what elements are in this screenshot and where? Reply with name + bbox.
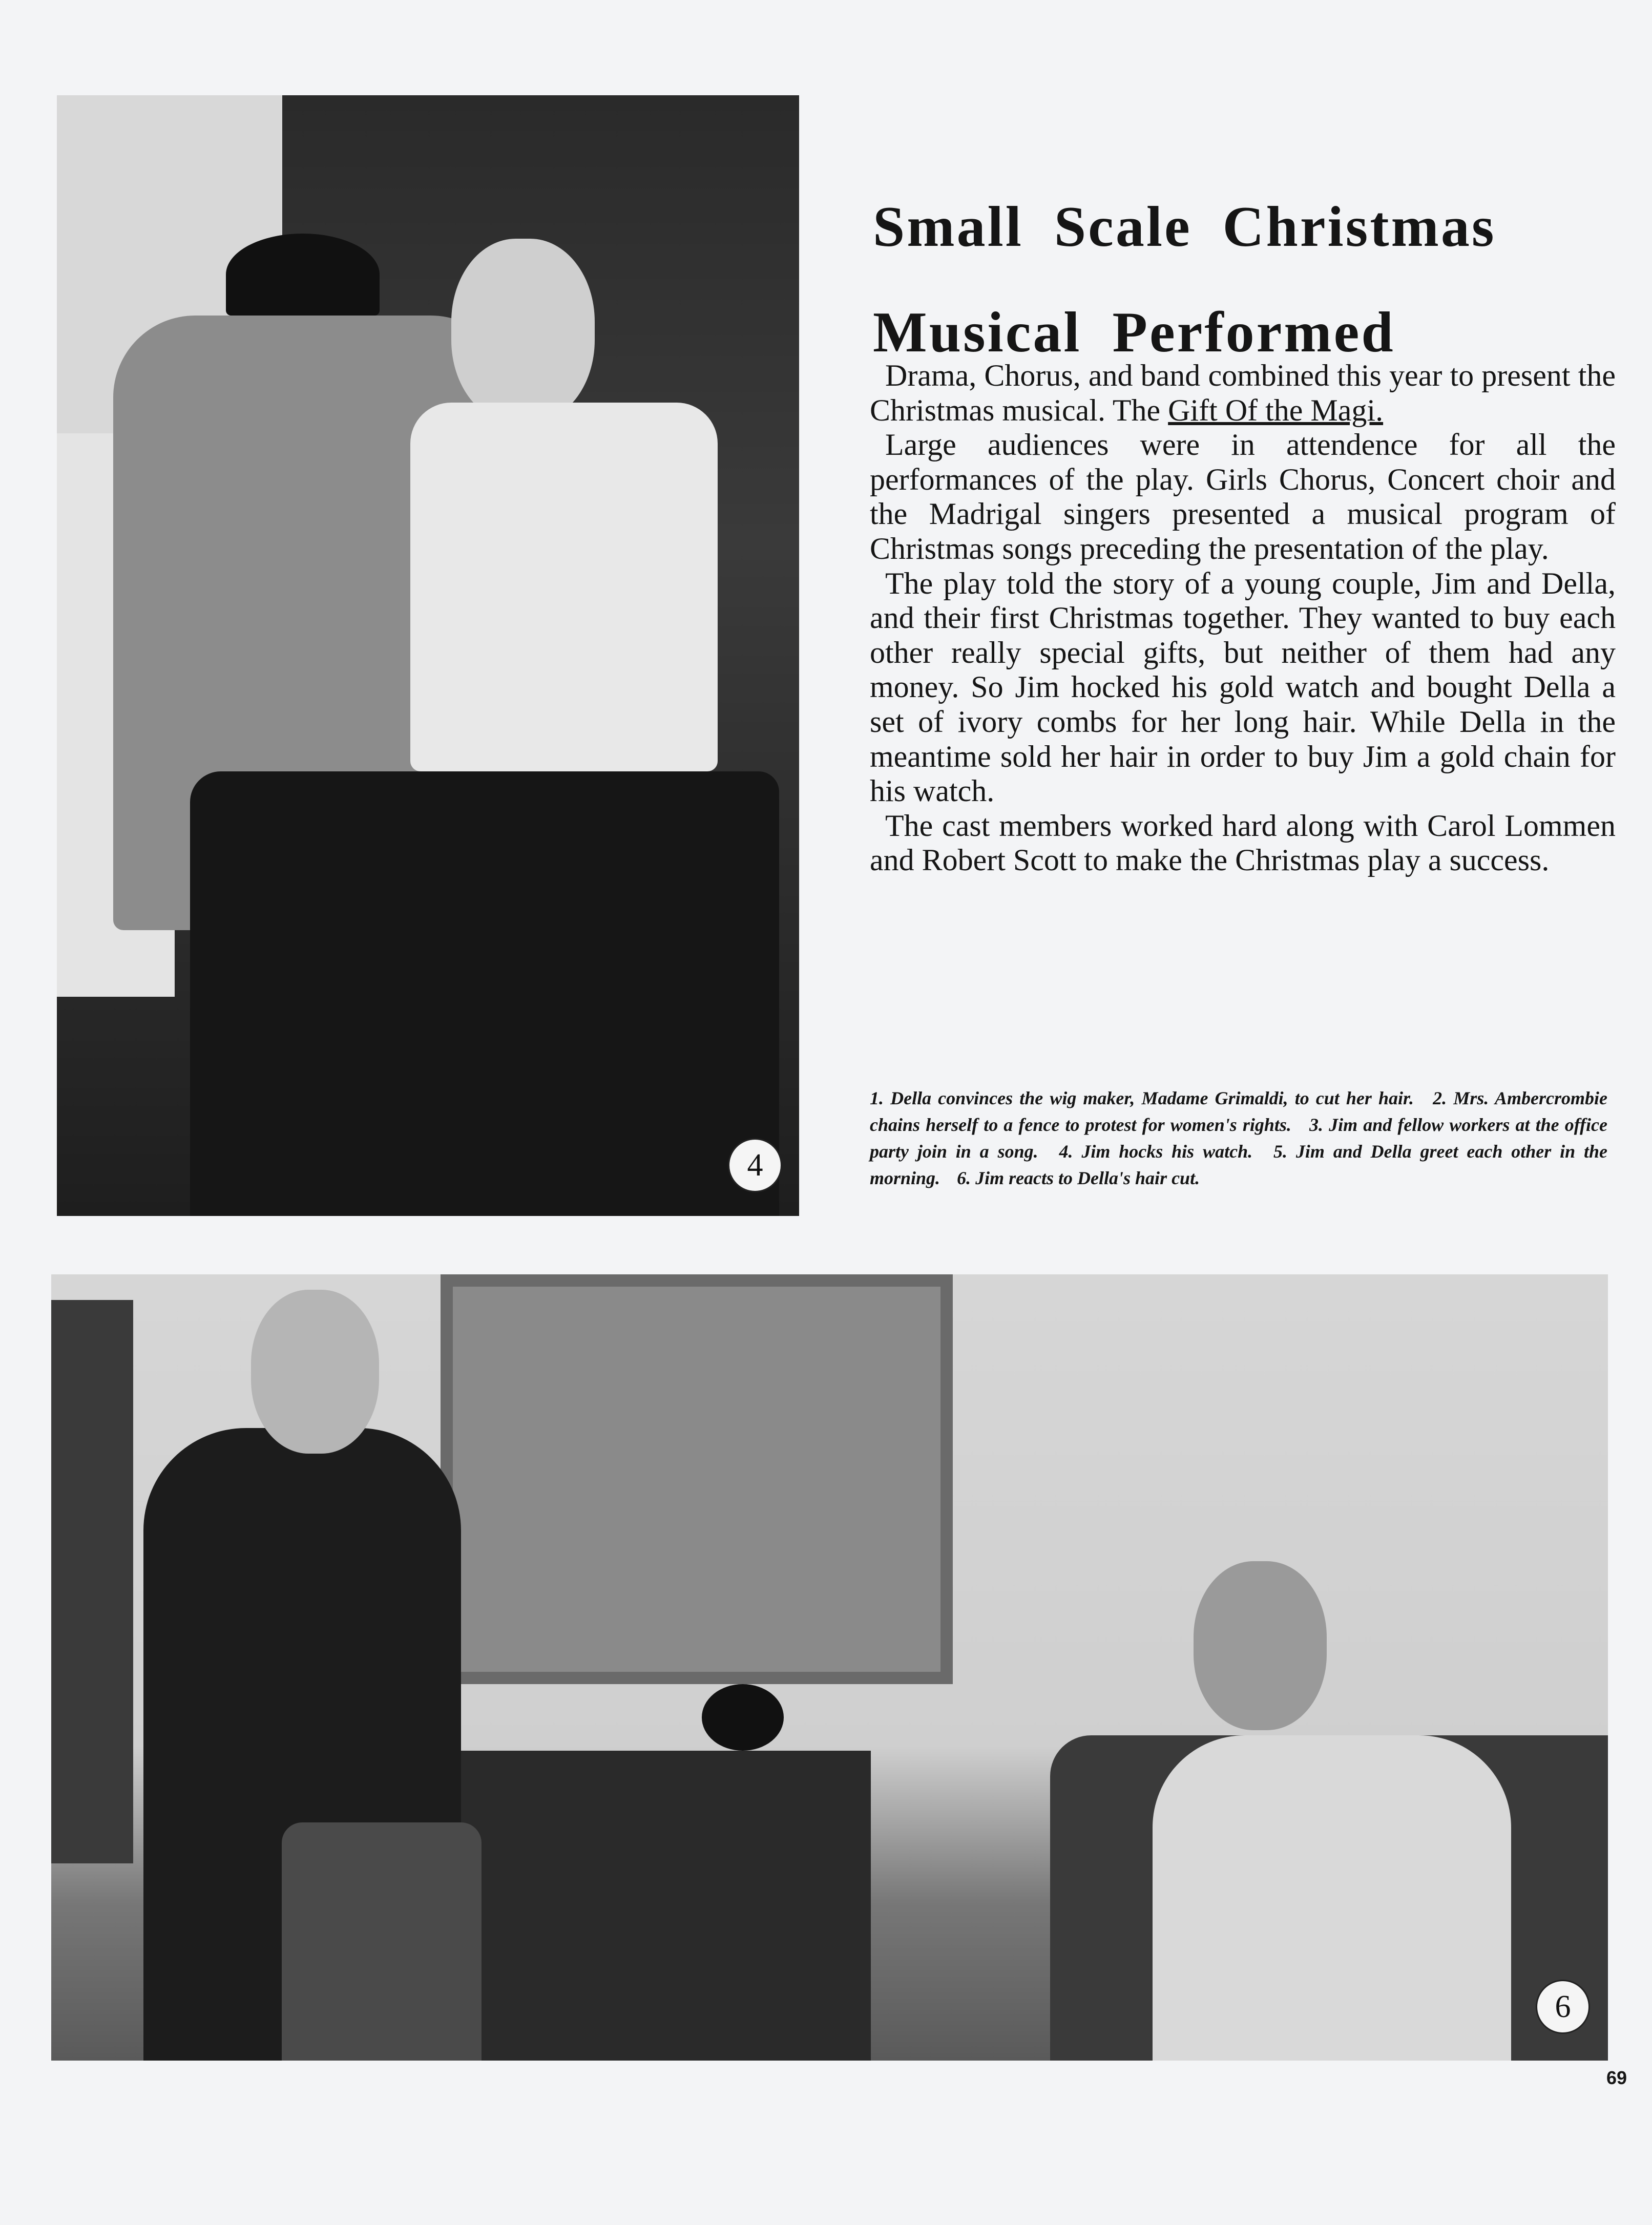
paragraph: The cast members worked hard along with Carol Lommen and Robert Scott to make the Christmas play a success. <box>870 808 1616 877</box>
caption: 5. Jim and Della greet each other in the morning. <box>870 1141 1608 1188</box>
wall-cabinet <box>441 1274 953 1684</box>
actor-della-head <box>1194 1561 1327 1730</box>
caption: 1. Della convinces the wig maker, Madame Grimaldi, to cut her hair. <box>870 1088 1414 1108</box>
photo-captions <box>870 1085 1607 1191</box>
page-number: 69 <box>1606 2067 1627 2088</box>
chair <box>282 1822 482 2061</box>
sideboard <box>451 1751 871 2061</box>
article-title <box>873 174 1621 385</box>
actor-wigmaker-head <box>451 239 595 423</box>
caption: 6. Jim reacts to Della's hair cut. <box>957 1168 1200 1188</box>
table-cloth <box>190 771 779 1216</box>
paragraph-text: Drama, Chorus, and band combined this year to present the Christmas musical. The <box>870 359 1616 427</box>
article-body <box>870 359 1616 878</box>
actor-jim-head <box>251 1290 379 1454</box>
photo-jim-reacts-to-haircut <box>51 1274 1608 2061</box>
play-title: Gift Of the Magi. <box>1168 393 1384 427</box>
photo-number-badge: 6 <box>1536 1980 1590 2034</box>
actor-jim-hat <box>226 234 380 316</box>
paragraph <box>870 359 1616 428</box>
teapot <box>702 1684 784 1751</box>
title-line-2: Musical Performed <box>873 301 1395 364</box>
paragraph: Large audiences were in attendence for all the performances of the play. Girls Chorus, Concert choir and the Madrigal singers presented a musical program of Christmas songs preceding the presentation of the play. <box>870 428 1616 565</box>
photo-jim-hocks-watch <box>57 95 799 1216</box>
paragraph: The play told the story of a young couple, Jim and Della, and their first Christmas together. They wanted to buy each other really special gifts, but neither of them had any money. So Jim hocked his gold watch and bought Della a set of ivory combs for her long hair. While Della in the meantime sold her hair in order to buy Jim a gold chain for his watch. <box>870 566 1616 808</box>
door <box>51 1300 133 1863</box>
actor-wigmaker-shirt <box>410 403 718 771</box>
caption: 3. Jim and fellow workers at the office party join in a song. <box>870 1115 1608 1162</box>
caption: 2. Mrs. Ambercrombie chains herself to a fence to protest for women's rights. <box>870 1088 1607 1135</box>
caption: 4. Jim hocks his watch. <box>1059 1141 1253 1162</box>
actor-della <box>1153 1735 1511 2061</box>
photo-number-badge: 4 <box>728 1138 782 1192</box>
title-line-1: Small Scale Christmas <box>873 195 1496 259</box>
